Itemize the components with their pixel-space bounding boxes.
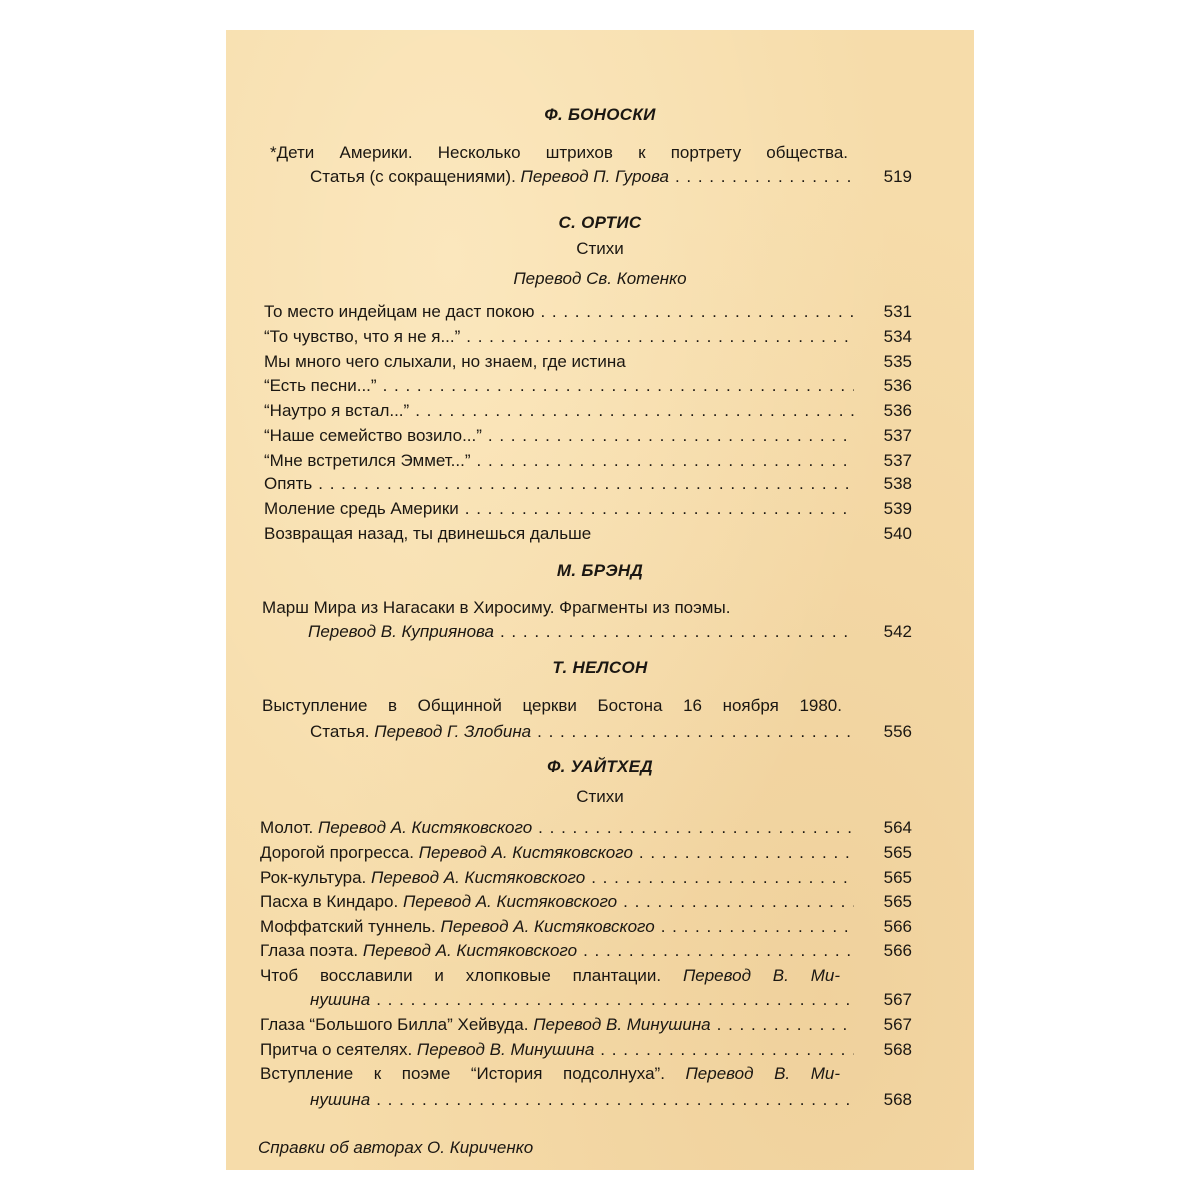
entry-title: Возвращая назад, ты двинешься дальше (264, 524, 592, 543)
page-number: 564 (883, 818, 912, 837)
page-number: 565 (883, 843, 912, 862)
section-subtitle: Стихи (576, 787, 624, 806)
page-number: 568 (883, 1040, 912, 1059)
leader-dots (415, 400, 854, 422)
entry-title: “Наутро я встал...” (264, 401, 410, 420)
page-number: 534 (883, 327, 912, 346)
entry-title: Притча о сеятелях. (260, 1040, 413, 1059)
toc-entry-bonoski[interactable] (310, 166, 912, 188)
entry-title-line: Выступление в Общинной церкви Бостона 16 ноября 1980. (262, 696, 842, 715)
leader-dots (383, 375, 854, 397)
entry-title: “То чувство, что я не я...” (264, 327, 461, 346)
entry-title: Молот. (260, 818, 314, 837)
entry-title: “Есть песни...” (264, 376, 377, 395)
leader-dots (465, 498, 854, 520)
leader-dots (376, 1089, 854, 1111)
entry-title: Глаза поэта. (260, 941, 359, 960)
footer-note[interactable]: Справки об авторах О. Кириченко (258, 1138, 534, 1157)
entry-title: “Мне встретился Эммет...” (264, 451, 471, 470)
toc-entry[interactable] (264, 425, 912, 447)
leader-dots (376, 989, 854, 1011)
page-number: 540 (883, 524, 912, 543)
page-number: 565 (883, 868, 912, 887)
leader-dots (675, 166, 854, 188)
entry-title: То место индейцам не даст покою (264, 302, 535, 321)
translator-credit: Перевод П. Гурова (520, 167, 669, 186)
page-number: 536 (883, 376, 912, 395)
page-number: 535 (883, 352, 912, 371)
entry-title: Статья. (310, 722, 370, 741)
toc-entry[interactable] (264, 351, 912, 373)
page-number: 537 (883, 426, 912, 445)
page-number: 537 (883, 451, 912, 470)
toc-entry[interactable] (310, 989, 912, 1011)
author-heading-brand: М. БРЭНД (556, 561, 644, 580)
page-number: 565 (883, 892, 912, 911)
toc-entry-brand[interactable] (308, 621, 912, 643)
author-heading-nelson: Т. НЕЛСОН (552, 658, 648, 677)
entry-title-line (260, 965, 840, 987)
entry-title: Дорогой прогресса. (260, 843, 414, 862)
leader-dots (623, 891, 854, 913)
leader-dots (583, 940, 854, 962)
translator-credit: Перевод А. Кистяковского (418, 843, 633, 862)
page-number: 536 (883, 401, 912, 420)
translator-credit: Перевод Г. Злобина (374, 722, 532, 741)
translator-credit: Перевод В. Ми- (682, 966, 840, 985)
leader-dots (477, 450, 854, 472)
leader-dots (600, 1039, 854, 1061)
leader-dots (466, 326, 854, 348)
leader-dots (717, 1014, 854, 1036)
translator-credit: Перевод В. Минушина (416, 1040, 595, 1059)
toc-entry[interactable] (264, 523, 912, 545)
toc-entry[interactable] (264, 400, 912, 422)
entry-title: “Наше семейство возило...” (264, 426, 482, 445)
toc-entry[interactable] (260, 1039, 912, 1061)
entry-title: Пасха в Киндаро. (260, 892, 399, 911)
page-number: 542 (883, 622, 912, 641)
leader-dots (538, 817, 854, 839)
translator-credit: Перевод А. Кистяковского (362, 941, 578, 960)
toc-entry[interactable] (264, 301, 912, 323)
entry-title: Моффатский туннель. (260, 917, 436, 936)
leader-dots (488, 425, 854, 447)
entry-title: Рок-культура. (260, 868, 367, 887)
page-number: 538 (883, 474, 912, 493)
translator-credit: Перевод В. Ми- (685, 1064, 840, 1083)
toc-entry[interactable] (264, 498, 912, 520)
toc-entry[interactable] (260, 842, 912, 864)
translator-credit: Перевод В. Куприянова (308, 622, 494, 641)
toc-entry[interactable] (260, 1014, 912, 1036)
page-number: 531 (883, 302, 912, 321)
translator-credit: Перевод А. Кистяковского (402, 892, 618, 911)
toc-entry[interactable] (260, 891, 912, 913)
entry-title: Статья (с сокращениями). (310, 167, 516, 186)
toc-entry[interactable] (264, 473, 912, 495)
entry-title: Вступление к поэме “История подсолнуха”. (260, 1064, 665, 1083)
leader-dots (318, 473, 854, 495)
translator-credit: нушина (310, 990, 371, 1009)
translator-credit: Перевод А. Кистяковского (440, 917, 655, 936)
book-page (226, 30, 974, 1170)
entry-title-line: *Дети Америки. Несколько штрихов к портрету общества. (270, 143, 848, 162)
leader-dots (661, 916, 854, 938)
page-number: 567 (883, 990, 912, 1009)
page-number: 539 (883, 499, 912, 518)
translator-credit: Перевод В. Минушина (533, 1015, 711, 1034)
toc-entry-nelson[interactable] (310, 721, 912, 743)
page-number: 566 (883, 917, 912, 936)
page-number: 567 (883, 1015, 912, 1034)
section-subtitle: Стихи (576, 239, 624, 258)
toc-entry[interactable] (260, 916, 912, 938)
translator-credit: нушина (310, 1090, 371, 1109)
leader-dots (591, 867, 854, 889)
author-heading-ortis: С. ОРТИС (558, 213, 642, 232)
toc-entry[interactable] (264, 375, 912, 397)
page-number: 568 (883, 1090, 912, 1109)
toc-entry[interactable] (310, 1089, 912, 1111)
translator-credit: Перевод А. Кистяковского (317, 818, 533, 837)
page-number: 556 (883, 722, 912, 741)
entry-title: Опять (264, 474, 313, 493)
page-number: 566 (883, 941, 912, 960)
leader-dots (540, 301, 854, 323)
toc-entry[interactable] (264, 326, 912, 348)
leader-dots (639, 842, 854, 864)
entry-title: Чтоб восславили и хлопковые плантации. (260, 966, 662, 985)
page-number: 519 (883, 167, 912, 186)
translator-heading: Перевод Св. Котенко (513, 269, 687, 288)
toc-entry[interactable] (260, 867, 912, 889)
toc-entry[interactable] (260, 940, 912, 962)
entry-title-line (260, 1063, 840, 1085)
entry-title: Мы много чего слыхали, но знаем, где истина (264, 352, 626, 371)
entry-title: Моление средь Америки (264, 499, 459, 518)
toc-entry[interactable] (264, 450, 912, 472)
entry-title-line: Марш Мира из Нагасаки в Хиросиму. Фрагменты из поэмы. (262, 598, 731, 617)
author-heading-whitehead: Ф. УАЙТХЕД (547, 757, 653, 776)
leader-dots (500, 621, 854, 643)
author-heading-bonoski: Ф. БОНОСКИ (544, 105, 656, 124)
entry-title: Глаза “Большого Билла” Хейвуда. (260, 1015, 529, 1034)
translator-credit: Перевод А. Кистяковского (371, 868, 586, 887)
toc-entry[interactable] (260, 817, 912, 839)
leader-dots (537, 721, 854, 743)
